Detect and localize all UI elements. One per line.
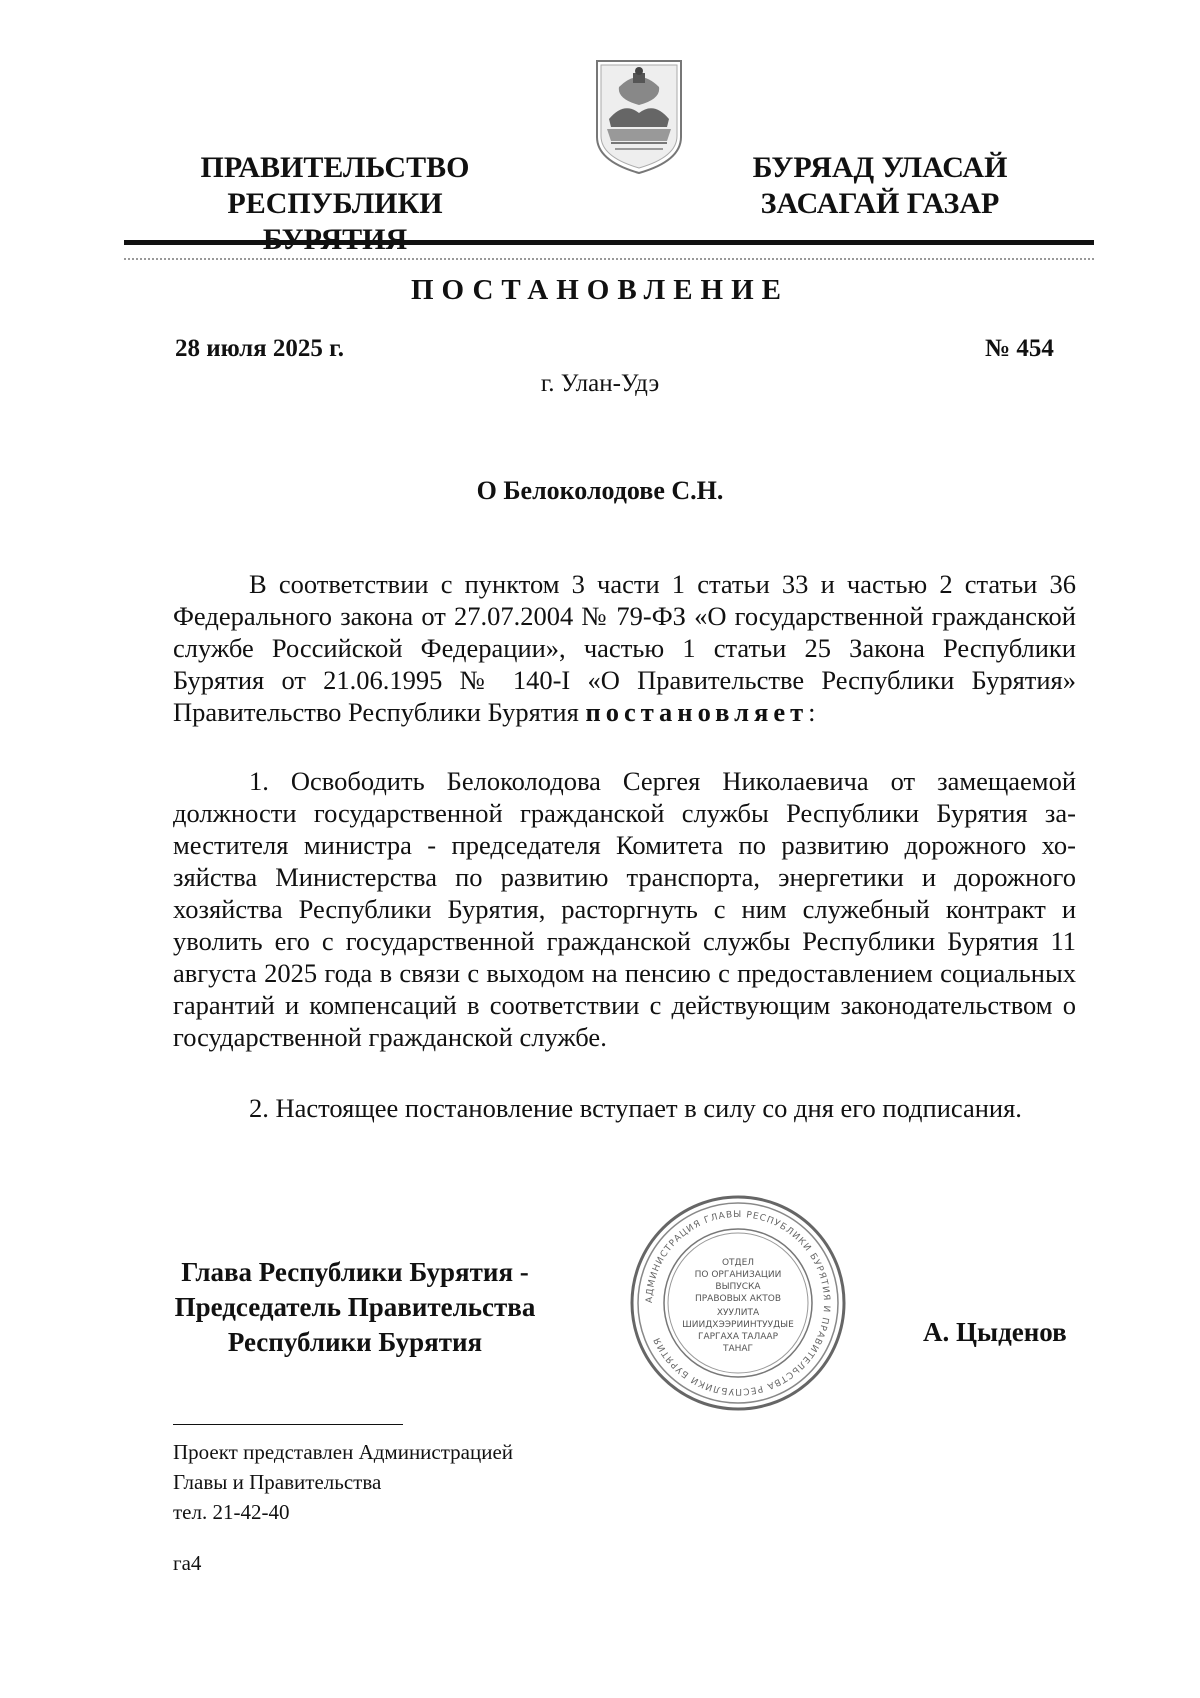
document-type: ПОСТАНОВЛЕНИЕ	[410, 274, 789, 306]
preamble-text: В соответствии с пунктом 3 части 1 статьи 33 и частью 2 статьи 36 Федерального закона от 27.07.2004 № 79-ФЗ «О государственной гражданской службе Российской Федерации», частью 1 статьи 25 Закона Республики Бурятия от 21.06.1995 № 140-I «О Правительстве Республики Бурятия» Правительство Республики Бурятия	[173, 569, 1076, 727]
document-city: г. Улан-Удэ	[540, 370, 660, 397]
document-number: № 454	[985, 335, 1054, 362]
seal-line-8: ТАНАГ	[722, 1344, 754, 1354]
coat-of-arms-emblem	[589, 57, 689, 177]
signatory-name: А. Цыденов	[923, 1317, 1067, 1347]
header-right-line-2: ЗАСАГАЙ ГАЗАР	[760, 187, 1000, 220]
header-right-line-1: БУРЯАД УЛАСАЙ	[752, 151, 1008, 184]
header-divider-thick	[124, 240, 1094, 245]
header-left-line-1: ПРАВИТЕЛЬСТВО	[200, 151, 470, 184]
signatory-position-line-2: Председатель Правительства	[174, 1292, 536, 1322]
footnote	[173, 1437, 513, 1527]
item-1-paragraph: 1. Освободить Белоколодова Сергея Николаевича от замещаемой должности государственной гражданской службы Республики Бурятия заместителя министра - председателя Комитета по развитию дорожного хозяйства Министерства по развитию транспорта, энергетики и дорожного хозяйства Республики Бурятия, расторгнуть с ним служебный контракт и уволить его с государственной гражданской службы Республики Бурятия 11 августа 2025 года в связи с выходом на пенсию с предоставлением социальных гарантий и компенсаций в соответствии с действующим законодательством о государственной гражданской службе.	[173, 766, 1076, 1052]
signatory-position-line-3: Республики Бурятия	[227, 1327, 483, 1357]
header-right	[720, 150, 1040, 222]
document-code: га4	[173, 1551, 202, 1575]
seal-line-3: ВЫПУСКА	[715, 1282, 761, 1292]
seal-line-1: ОТДЕЛ	[721, 1258, 755, 1268]
preamble-paragraph	[173, 568, 1076, 728]
item-2-paragraph: 2. Настоящее постановление вступает в силу со дня его подписания.	[249, 1093, 1022, 1123]
seal-line-7: ГАРГАХА ТАЛААР	[697, 1332, 779, 1342]
seal-line-4: ПРАВОВЫХ АКТОВ	[694, 1294, 782, 1304]
seal-line-5: ХУУЛИТА	[716, 1308, 760, 1318]
signatory-position	[140, 1255, 570, 1360]
seal-line-6: ШИИДХЭЭРИИНТУУДЫЕ	[682, 1320, 794, 1330]
header-divider-thin	[124, 258, 1094, 260]
footnote-line-2: Главы и Правительства	[173, 1470, 382, 1494]
document-title: О Белоколодове С.Н.	[476, 476, 724, 505]
decree-word: постановляет	[585, 697, 809, 727]
seal-ring-text: АДМИНИСТРАЦИЯ ГЛАВЫ РЕСПУБЛИКИ БУРЯТИЯ И ПРАВИТЕЛЬСТВА РЕСПУБЛИКИ БУРЯТИЯ	[644, 1209, 832, 1397]
seal-line-2: ПО ОРГАНИЗАЦИИ	[694, 1270, 782, 1280]
footnote-line-3: тел. 21-42-40	[173, 1500, 290, 1524]
decree-suffix: :	[808, 697, 816, 727]
official-seal	[628, 1193, 848, 1413]
signatory-position-line-1: Глава Республики Бурятия -	[181, 1257, 529, 1287]
footnote-line-1: Проект представлен Администрацией	[173, 1440, 514, 1464]
footnote-divider	[173, 1424, 403, 1425]
header-left-line-2: РЕСПУБЛИКИ	[227, 187, 443, 220]
document-date: 28 июля 2025 г.	[175, 335, 344, 362]
